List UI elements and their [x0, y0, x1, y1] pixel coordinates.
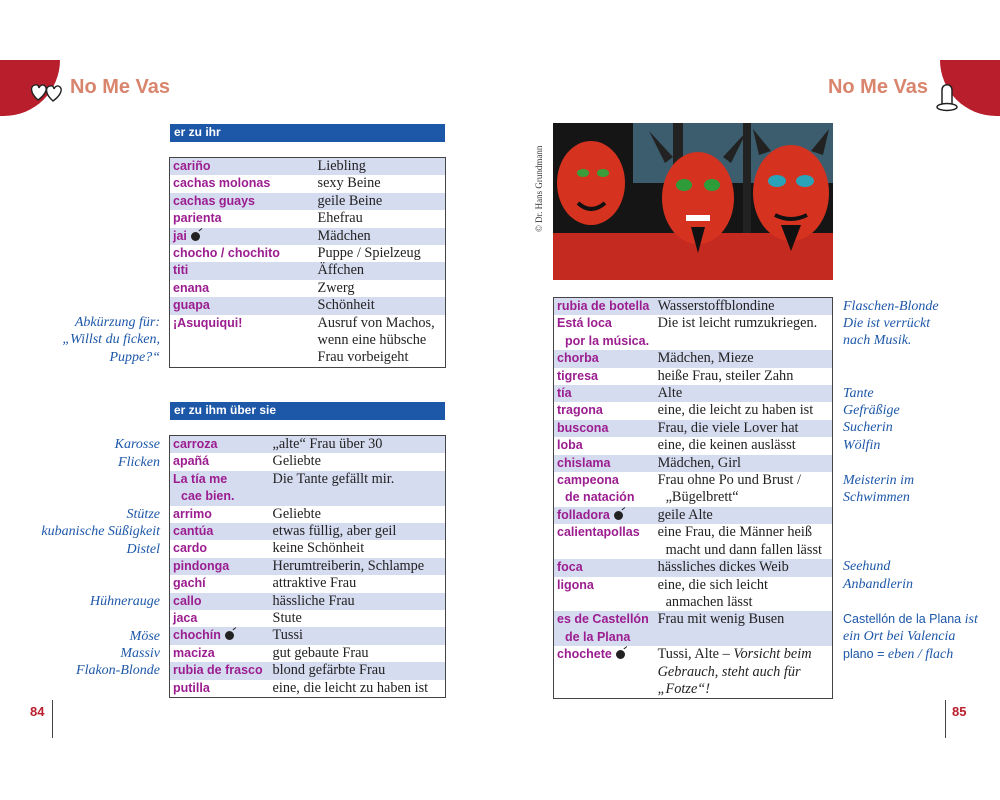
table-row: chochete Tussi, Alte – Vorsicht beim Gebrauch, steht auch für „Fotze“!	[554, 646, 833, 699]
page-divider	[52, 700, 53, 738]
hearts-icon	[28, 80, 66, 104]
table-row: chorba Mädchen, Mieze	[554, 350, 833, 367]
table-row: jai Mädchen	[170, 228, 446, 245]
table-row: callo hässliche Frau	[170, 593, 446, 610]
margin-note: Stütze	[126, 507, 160, 522]
table-row: titi Äffchen	[170, 262, 446, 279]
table-row: cariño Liebling	[170, 158, 446, 176]
table-row: gachí attraktive Frau	[170, 575, 446, 592]
vocab-table-3	[553, 297, 833, 699]
margin-note: Meisterin im Schwimmen	[843, 473, 915, 506]
table-row: campeona de natación Frau ohne Po und Brust / „Bügelbrett“	[554, 472, 833, 507]
section-heading: er zu ihr	[170, 124, 445, 142]
bomb-icon	[225, 631, 234, 640]
vocab-table-2	[169, 435, 446, 698]
table-row: apañá Geliebte	[170, 453, 446, 470]
bomb-icon	[614, 511, 623, 520]
table-row: pindonga Herumtreiberin, Schlampe	[170, 558, 446, 575]
photo-credit: © Dr. Hans Grundmann	[534, 145, 544, 232]
margin-note: plano = eben / flach	[843, 647, 954, 662]
condom-icon	[934, 80, 960, 114]
table-row: carroza „alte“ Frau über 30	[170, 436, 446, 454]
table-row: loba eine, die keinen auslässt	[554, 437, 833, 454]
table-row: ¡Asuquiqui! Ausruf von Machos, wenn eine hübsche Frau vorbeigeht	[170, 315, 446, 368]
table-row: es de Castellón de la Plana Frau mit wenig Busen	[554, 611, 833, 646]
margin-note: Hühnerauge	[90, 594, 160, 609]
table-row: chochín Tussi	[170, 627, 446, 644]
page-number: 85	[952, 704, 967, 719]
table-row: folladora geile Alte	[554, 507, 833, 524]
margin-note: Massiv	[120, 646, 160, 661]
margin-note: Seehund	[843, 559, 891, 574]
margin-note: Flicken	[118, 455, 160, 470]
margin-note: kubanische Süßigkeit	[41, 524, 160, 539]
table-row: buscona Frau, die viele Lover hat	[554, 420, 833, 437]
margin-note: Castellón de la Plana ist ein Ort bei Valencia	[843, 612, 978, 645]
table-row: rubia de botella Wasserstoffblondine	[554, 298, 833, 316]
table-row: tigresa heiße Frau, steiler Zahn	[554, 368, 833, 385]
margin-note: Möse	[129, 629, 160, 644]
margin-note: Karosse	[114, 437, 160, 452]
table-row: parienta Ehefrau	[170, 210, 446, 227]
table-row: cachas molonas sexy Beine	[170, 175, 446, 192]
table-row: chislama Mädchen, Girl	[554, 455, 833, 472]
margin-note: Wölfin	[843, 438, 881, 453]
table-row: ligona eine, die sich leicht anmachen lässt	[554, 577, 833, 612]
table-row: enana Zwerg	[170, 280, 446, 297]
table-row: guapa Schönheit	[170, 297, 446, 314]
table-row: tía Alte	[554, 385, 833, 402]
table-row: foca hässliches dickes Weib	[554, 559, 833, 576]
table-row: arrimo Geliebte	[170, 506, 446, 523]
table-row: cardo keine Schönheit	[170, 540, 446, 557]
margin-note: Gefräßige	[843, 403, 900, 418]
section-heading: er zu ihm über sie	[170, 402, 445, 420]
table-row: jaca Stute	[170, 610, 446, 627]
margin-note: Die ist verrückt nach Musik.	[843, 316, 931, 349]
margin-note: Anbandlerin	[843, 577, 913, 592]
margin-note: Distel	[126, 542, 160, 557]
margin-note: Sucherin	[843, 420, 893, 435]
table-row: maciza gut gebaute Frau	[170, 645, 446, 662]
table-row: cantúa etwas füllig, aber geil	[170, 523, 446, 540]
table-row: rubia de frasco blond gefärbte Frau	[170, 662, 446, 679]
margin-note: Abkürzung für: „Willst du ficken, Puppe?“	[62, 315, 160, 365]
bomb-icon	[191, 232, 200, 241]
vocab-table-1	[169, 157, 446, 368]
table-row: putilla eine, die leicht zu haben ist	[170, 680, 446, 698]
margin-note: Flaschen-Blonde	[843, 299, 939, 314]
table-row: chocho / chochito Puppe / Spielzeug	[170, 245, 446, 262]
page-number: 84	[30, 704, 45, 719]
margin-note: Flakon-Blonde	[76, 663, 160, 678]
table-row: tragona eine, die leicht zu haben ist	[554, 402, 833, 419]
margin-note: Tante	[843, 386, 874, 401]
table-row: calientapollas eine Frau, die Männer heiß macht und dann fallen lässt	[554, 524, 833, 559]
running-title: No Me Vas	[827, 76, 928, 98]
page-divider	[945, 700, 946, 738]
running-title: No Me Vas	[70, 76, 171, 98]
table-row: cachas guays geile Beine	[170, 193, 446, 210]
bomb-icon	[616, 650, 625, 659]
photo-devil-masks	[553, 123, 833, 280]
table-row: La tía me cae bien. Die Tante gefällt mir.	[170, 471, 446, 506]
table-row: Está loca por la música. Die ist leicht rumzukriegen.	[554, 315, 833, 350]
